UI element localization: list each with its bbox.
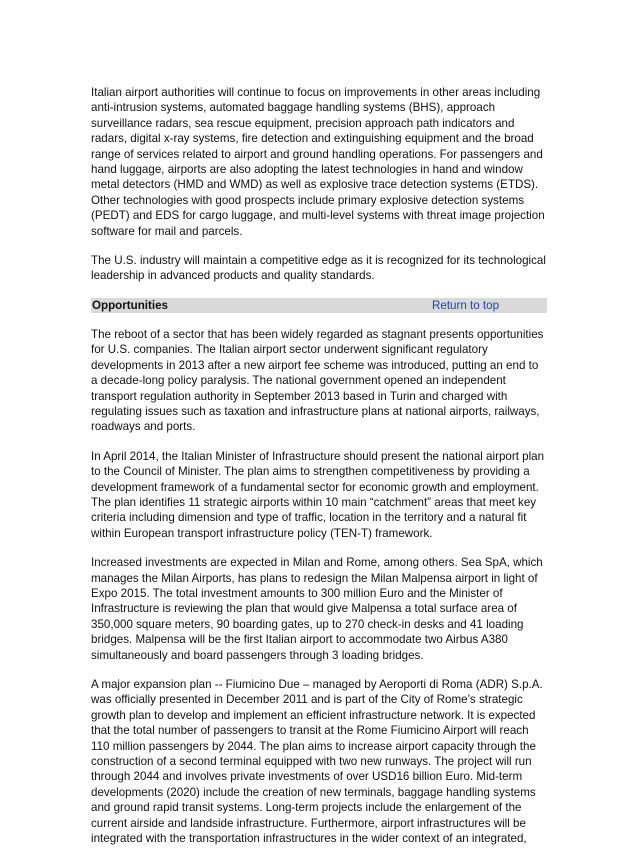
intro-paragraph-us-industry: The U.S. industry will maintain a competitive edge as it is recognized for its technological leadership in advanced products and quality standards. (91, 254, 546, 283)
document-page (91, 85, 547, 860)
paragraph-milan-rome-investments: Increased investments are expected in Milan and Rome, among others. Sea SpA, which manages the Milan Airports, has plans to redesign the Milan Malpensa airport in light of Expo 2015. The total investment amounts to 300 million Euro and the Minister of Infrastructure is reviewing the plan that would give Malpensa a total surface area of 350,000 square meters, 90 boarding gates, up to 270 check-in desks and 41 loading bridges. Malpensa will be the first Italian airport to accommodate two Airbus A380 simultaneously and board passengers through 3 loading bridges. (91, 556, 543, 662)
paragraph-sector-reboot: The reboot of a sector that has been widely regarded as stagnant presents opportunities for U.S. companies. The Italian airport sector underwent significant regulatory developments in 2013 after a new airport fee scheme was introduced, putting an end to a decade-long policy paralysis. The national government opened an independent transport regulation authority in September 2013 based in Turin and charged with regulating issues such as taxation and infrastructure plans at national airports, railways, roadways and ports. (91, 327, 544, 434)
paragraph-fiumicino-due: A major expansion plan -- Fiumicino Due – managed by Aeroporti di Roma (ADR) S.p.A. was officially presented in December 2011 and is part of the City of Rome’s strategic growth plan to develop and implement an efficient infrastructure network. It is expected that the total number of passengers to transit at the Rome Fiumicino Airport will reach 110 million passengers by 2044. The plan aims to increase airport capacity through the construction of a second terminal equipped with two new runways. The project will run through 2044 and involves private investments of over USD16 billion Euro. Mid-term developments (2020) include the creation of new terminals, baggage handling systems and ground rapid transit systems. Long-term projects include the enlargement of the current airside and landside infrastructure. Furthermore, airport infrastructures will be integrated with the transportation infrastructures in the wider context of an integrated, (91, 678, 543, 846)
paragraph-national-airport-plan: In April 2014, the Italian Minister of Infrastructure should present the national airport plan to the Council of Minister. The plan aims to strengthen competitiveness by providing a development framework of a fundamental sector for economic growth and employment. The plan identifies 11 strategic airports within 10 main “catchment” areas that meet key criteria including dimension and type of traffic, location in the territory and a natural fit within European transport infrastructure policy (TEN-T) framework. (91, 449, 545, 540)
section-header-opportunities (91, 298, 547, 313)
section-title: Opportunities (92, 298, 168, 312)
intro-paragraph-technologies: Italian airport authorities will continue to focus on improvements in other areas including anti-intrusion systems, automated baggage handling systems (BHS), approach surveillance radars, sea rescue equipment, precision approach path indicators and radars, digital x-ray systems, fire detection and extinguishing equipment and the broad range of services related to airport and ground handling operations. For passengers and hand luggage, airports are also adopting the latest technologies in hand and window metal detectors (HMD and WMD) as well as explosive trace detection systems (ETDS). Other technologies with good prospects include primary explosive detection systems (PEDT) and EDS for cargo luggage, and multi-level systems with threat image projection software for mail and parcels. (91, 86, 545, 238)
return-to-top-link[interactable]: Return to top (432, 298, 500, 312)
